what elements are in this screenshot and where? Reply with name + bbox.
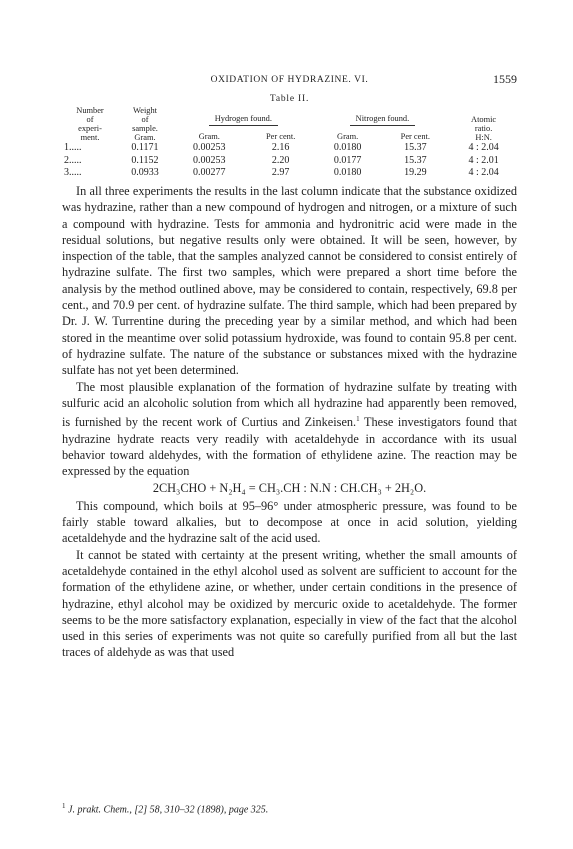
cell-experiment: 1..... <box>64 142 82 153</box>
cell-ratio: 4 : 2.04 <box>468 142 499 153</box>
paragraph-explanation: The most plausible explanation of the formation of hydrazine sulfate by treating with sulfuric acid an alcoholic solution from which all hydrazine had apparently been removed, is furnished by the recent work of Curtius and Zinkeisen.$^1$ These investigators found that hydrazine hydrate reacts very readily with acetaldehyde in accordance with its usual behavior toward aldehydes, with the formation of ethylidene azine. The reaction may be expressed by the equation <box>62 379 518 479</box>
paragraph-results: In all three experiments the results in the last column indicate that the substance oxidized was hydrazine, rather than a new compound of hydrogen and nitrogen, or a mixture of such a compound with hydrazine. Tests for ammonia and hydronitric acid were made in the residual solutions, but negative results only were obtained. It will be seen, however, by inspection of the table, that the samples analyzed cannot be considered to consist entirely of hydrazine sulfate. The first two samples, which were prepared a short time before the analysis by the method outlined above, may be considered to contain, respectively, 69.8 per cent., and 70.9 per cent. of hydrazine sulfate. The third sample, which had been prepared by Dr. J. W. Turrentine during the preceding year by a similar method, and which had been stored in the meantime over solid potassium hydroxide, was found to contain 95.8 per cent. of hydrazine sulfate. The nature of the substance or substances mixed with the hydrazine sulfate has not yet been determined. <box>62 184 517 378</box>
cell-nitrogen-gram: 0.0180 <box>333 142 362 153</box>
table-row <box>62 167 517 180</box>
cell-ratio: 4 : 2.04 <box>468 167 499 178</box>
data-table <box>62 106 517 180</box>
footnote-ref: 1 <box>356 415 360 424</box>
cell-ratio: 4 : 2.01 <box>468 154 499 166</box>
cell-nitrogen-gram: 0.0180 <box>333 167 362 178</box>
cell-hydrogen-gram: 0.00253 <box>193 142 226 153</box>
cell-hydrogen-gram: 0.00277 <box>193 167 226 178</box>
cell-experiment: 3..... <box>64 167 82 178</box>
footnote-text: J. prakt. Chem., [2] 58, 310–32 (1898), page 325. <box>65 804 269 816</box>
table-row <box>62 155 517 168</box>
header-experiment: Number of experi- ment. <box>76 106 104 142</box>
running-head <box>62 72 517 88</box>
header-weight: Weight of sample. Gram. <box>132 106 158 142</box>
paragraph-uncertainty: It cannot be stated with certainty at the present writing, whether the small amounts of acetaldehyde contained in the ethyl alcohol used as solvent are sufficient to account for the formation of the ethylidene azine, or whether, under certain conditions in the presence of hydrazine, ethyl alcohol may be oxidized by mercuric oxide to acetaldehyde. The former seems to be the more satisfactory explanation, especially in view of the fact that the alcohol used in this series of experiments was not quite so carefully purified from all but the last traces of aldehyde as was that used <box>62 547 517 660</box>
table-row <box>62 142 517 155</box>
cell-nitrogen-gram: 0.0177 <box>333 154 362 166</box>
footnote-mark: 1 <box>62 802 66 810</box>
cell-weight: 0.1171 <box>131 142 159 153</box>
header-hydrogen-group: Hydrogen found. <box>172 106 315 126</box>
cell-weight: 0.0933 <box>131 167 159 178</box>
cell-hydrogen-percent: 2.20 <box>271 154 290 166</box>
cell-experiment: 2..... <box>64 154 82 166</box>
cell-hydrogen-gram: 0.00253 <box>193 154 226 166</box>
paragraph-compound: This compound, which boils at 95–96° under atmospheric pressure, was found to be fairly stable toward alkalies, but to decompose at once in acid solution, yielding acetaldehyde and the hydrazine salt of the acid used. <box>62 498 517 546</box>
cell-hydrogen-percent: 2.16 <box>271 142 290 153</box>
cell-nitrogen-percent: 19.29 <box>404 167 427 178</box>
cell-hydrogen-percent: 2.97 <box>271 167 290 178</box>
header-hydrogen-gram: Gram. <box>198 132 220 142</box>
cell-nitrogen-percent: 15.37 <box>404 142 427 153</box>
body-text <box>62 183 517 661</box>
footnote <box>62 802 517 815</box>
header-hydrogen-percent: Per cent. <box>265 132 296 142</box>
table-caption: Table II. <box>269 94 310 104</box>
cell-weight: 0.1152 <box>131 154 159 166</box>
running-title: OXIDATION OF HYDRAZINE. VI. <box>210 75 369 85</box>
header-nitrogen-percent: Per cent. <box>400 132 430 142</box>
header-nitrogen-gram: Gram. <box>337 132 359 142</box>
reaction-equation: 2CH₃CHO + N₂H₄ = CH₃.CH : N.N : CH.CH₃ + 2H₂O. <box>152 481 427 496</box>
header-nitrogen-group: Nitrogen found. <box>315 106 450 126</box>
cell-nitrogen-percent: 15.37 <box>404 154 427 166</box>
page-number: 1559 <box>493 72 517 86</box>
header-ratio: Atomic ratio. H:N. <box>471 115 497 142</box>
